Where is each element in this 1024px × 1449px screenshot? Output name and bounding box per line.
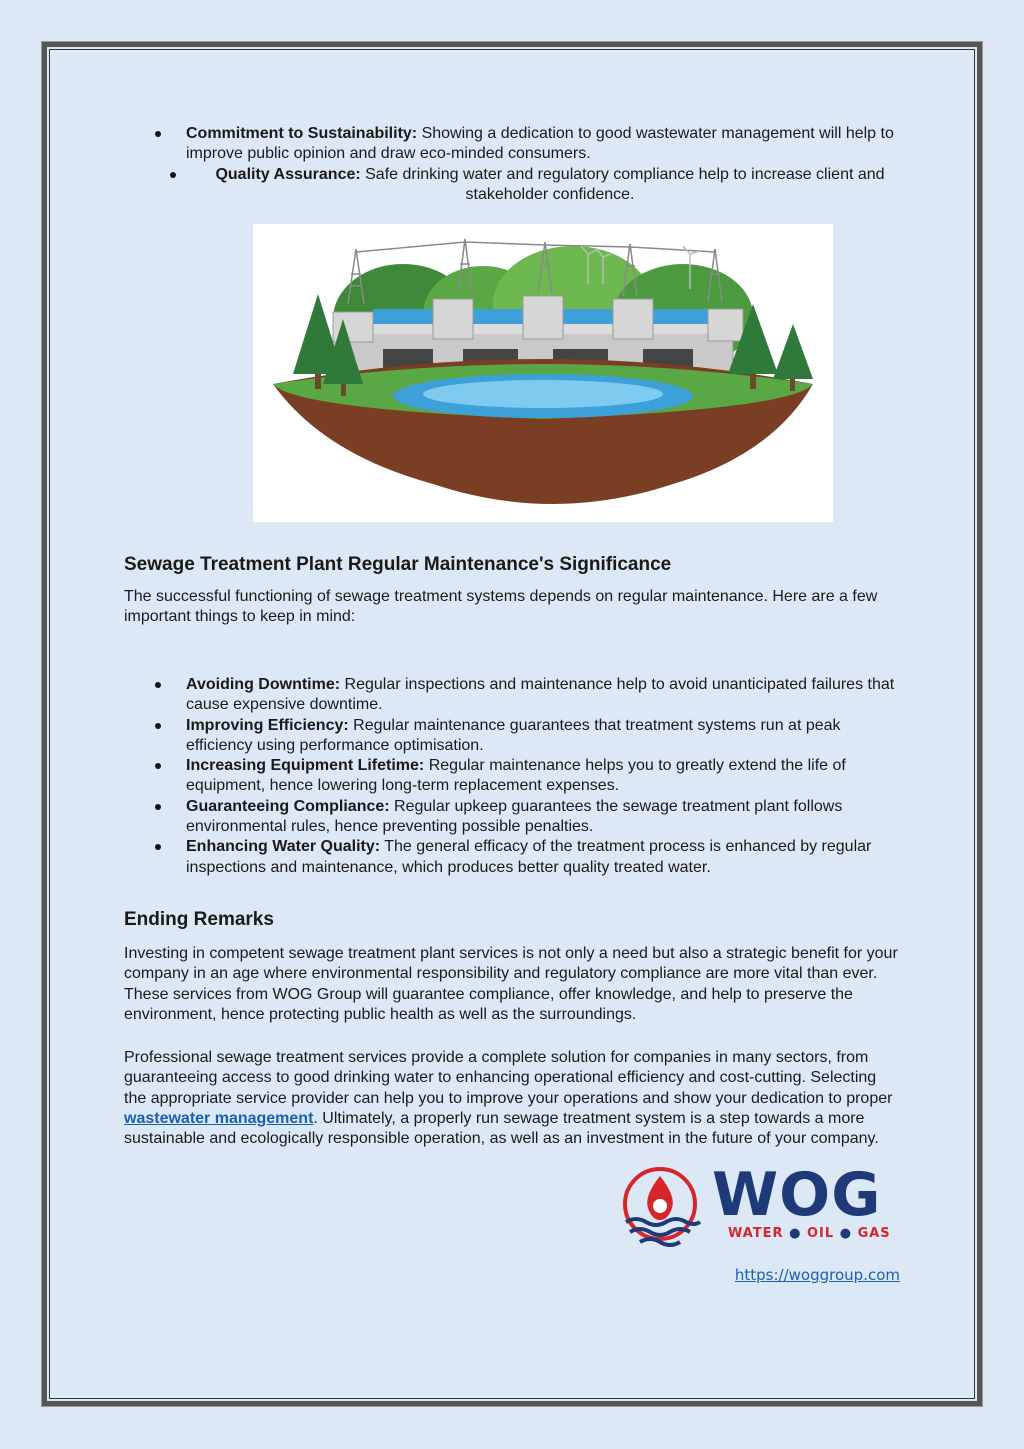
bullet-dot: [155, 763, 161, 769]
bullet-term: Commitment to Sustainability:: [186, 125, 418, 142]
ending-paragraph-1: Investing in competent sewage treatment plant services is not only a need but also a strategic benefit for your company in an age where environmental responsibility and regulatory compliance are more vital than ever. These services from WOG Group will guarantee compliance, offer knowledge, and help to preserve the environment, hence protecting public health as well as the surroundings.: [124, 945, 898, 1023]
wastewater-management-link[interactable]: wastewater management: [124, 1110, 314, 1128]
drop-icon: ●: [839, 1226, 853, 1241]
bullet-text: Regular upkeep guarantees the sewage treatment plant follows environmental rules, hence preventing possible penalties.: [186, 797, 843, 836]
bullet-text: The general efficacy of the treatment process is enhanced by regular inspections and maintenance, which produces better quality treated water.: [186, 838, 872, 876]
bullet-term: Increasing Equipment Lifetime:: [186, 757, 425, 775]
bullet-sustainability: [124, 124, 900, 165]
bullet-water-quality: [124, 837, 900, 878]
ending-remarks-section: [124, 909, 900, 1150]
bullet-dot: [155, 682, 161, 688]
footer-url-link[interactable]: https://woggroup.com: [734, 1266, 900, 1284]
section-heading: Ending Remarks: [124, 909, 274, 930]
tagline-gas: GAS: [857, 1226, 891, 1241]
drop-icon: ●: [789, 1226, 802, 1241]
logo-tagline: [728, 1226, 891, 1241]
bullet-term: Improving Efficiency:: [186, 716, 349, 734]
paragraph-text: . Ultimately, a properly run sewage treatment system is a step towards a more sustainable and ecologically responsible operation, as well as an investment in the future of your company.: [124, 1110, 879, 1148]
bullet-text: Regular maintenance guarantees that treatment systems run at peak efficiency using performance optimisation.: [186, 716, 841, 754]
ending-paragraph-2: [124, 1048, 900, 1149]
bullet-avoiding-downtime: [124, 675, 900, 716]
bullet-text: Regular maintenance helps you to greatly extend the life of equipment, hence lowering long-term replacement expenses.: [186, 757, 846, 795]
bullet-improving-efficiency: [124, 716, 900, 757]
tagline-oil: OIL: [806, 1226, 835, 1241]
bullet-compliance: [124, 797, 900, 838]
section-heading: Sewage Treatment Plant Regular Maintenance's Significance: [124, 554, 672, 575]
bullet-term: Guaranteeing Compliance:: [186, 797, 390, 815]
section-intro: The successful functioning of sewage treatment systems depends on regular maintenance. Here are a few important things to keep in mind:: [124, 588, 878, 626]
treatment-plant-illustration: [253, 224, 833, 522]
paragraph-text: Professional sewage treatment services provide a complete solution for companies in many sectors, from guaranteeing access to good drinking water to enhancing operational efficiency and cost-cutting. Selecting the appropriate service provider can help you to improve your operations and show your dedication to proper: [124, 1049, 893, 1107]
bullet-term: Enhancing Water Quality:: [186, 838, 381, 856]
bullet-dot: [155, 723, 161, 729]
bullet-dot: [155, 804, 161, 810]
bullet-text: Safe drinking water and regulatory compliance help to increase client and stakeholder confidence.: [360, 165, 885, 203]
maintenance-section: [124, 554, 900, 628]
wog-logo: [620, 1160, 902, 1250]
bullet-dot: [170, 172, 176, 178]
bullet-term: Avoiding Downtime:: [186, 676, 341, 693]
bullet-equipment-lifetime: [124, 756, 900, 797]
bullet-quality: [124, 165, 900, 206]
bullet-term: Quality Assurance:: [215, 165, 361, 183]
maintenance-bullets: [124, 675, 900, 878]
bullet-dot: [155, 844, 161, 850]
top-bullets: [124, 124, 900, 205]
bullet-dot: [155, 131, 161, 137]
bullet-text: Regular inspections and maintenance help to avoid unanticipated failures that cause expensive downtime.: [186, 676, 895, 714]
bullet-text: Showing a dedication to good wastewater management will help to improve public opinion and draw eco-minded consumers.: [186, 125, 894, 163]
tagline-water: WATER: [728, 1226, 784, 1241]
logo-wordmark: WOG: [712, 1160, 882, 1230]
